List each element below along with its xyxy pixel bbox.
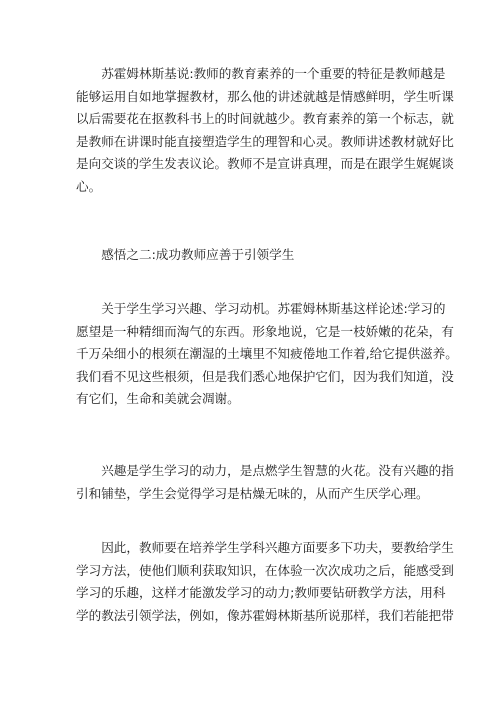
text-line: 千万朵细小的根须在潮湿的土壤里不知疲倦地工作着,给它提供滋养。 bbox=[76, 346, 458, 362]
paragraph-5 bbox=[76, 537, 454, 627]
heading-text: 感悟之二:成功教师应善于引领学生 bbox=[76, 247, 295, 262]
text-line: 能够运用自如地掌握教材，那么他的讲述就越是情感鲜明，学生听课 bbox=[76, 88, 454, 104]
text-line: 是教师在讲课时能直接塑造学生的理智和心灵。教师讲述教材就好比 bbox=[76, 133, 454, 149]
text-line: 是向交谈的学生发表议论。教师不是宣讲真理，而是在跟学生娓娓谈 bbox=[76, 156, 454, 172]
text-line: 引和铺垫，学生会觉得学习是枯燥无味的，从而产生厌学心理。 bbox=[76, 485, 429, 501]
section-heading bbox=[76, 244, 428, 267]
text-line: 我们看不见这些根须，但是我们悉心地保护它们，因为我们知道，没 bbox=[76, 368, 454, 384]
text-line: 有它们，生命和美就会凋谢。 bbox=[76, 391, 240, 407]
text-line: 学的教法引领学法，例如，像苏霍姆林斯基所说那样，我们若能把带 bbox=[76, 607, 454, 623]
paragraph-3 bbox=[76, 298, 458, 411]
text-line: 兴趣是学生学习的动力，是点燃学生智慧的火花。没有兴趣的指 bbox=[76, 463, 454, 478]
text-line: 因此，教师要在培养学生学科兴趣方面要多下功夫，要教给学生 bbox=[76, 540, 454, 555]
text-line: 苏霍姆林斯基说:教师的教育素养的一个重要的特征是教师越是 bbox=[76, 66, 446, 81]
text-line: 学习的乐趣，这样才能激发学习的动力;教师要钻研教学方法，用科 bbox=[76, 585, 446, 601]
text-line: 愿望是一种精细而淘气的东西。形象地说，它是一枝娇嫩的花朵，有 bbox=[76, 323, 454, 339]
text-line: 关于学生学习兴趣、学习动机。苏霍姆林斯基这样论述:学习的 bbox=[76, 301, 446, 316]
text-line: 以后需要花在抠教科书上的时间就越少。教育素养的第一个标志，就 bbox=[76, 111, 454, 127]
paragraph-1 bbox=[76, 63, 454, 199]
text-line: 心。 bbox=[76, 178, 102, 194]
paragraph-4 bbox=[76, 460, 454, 505]
text-line: 学习方法，使他们顺利获取知识，在体验一次次成功之后，能感受到 bbox=[76, 562, 454, 578]
